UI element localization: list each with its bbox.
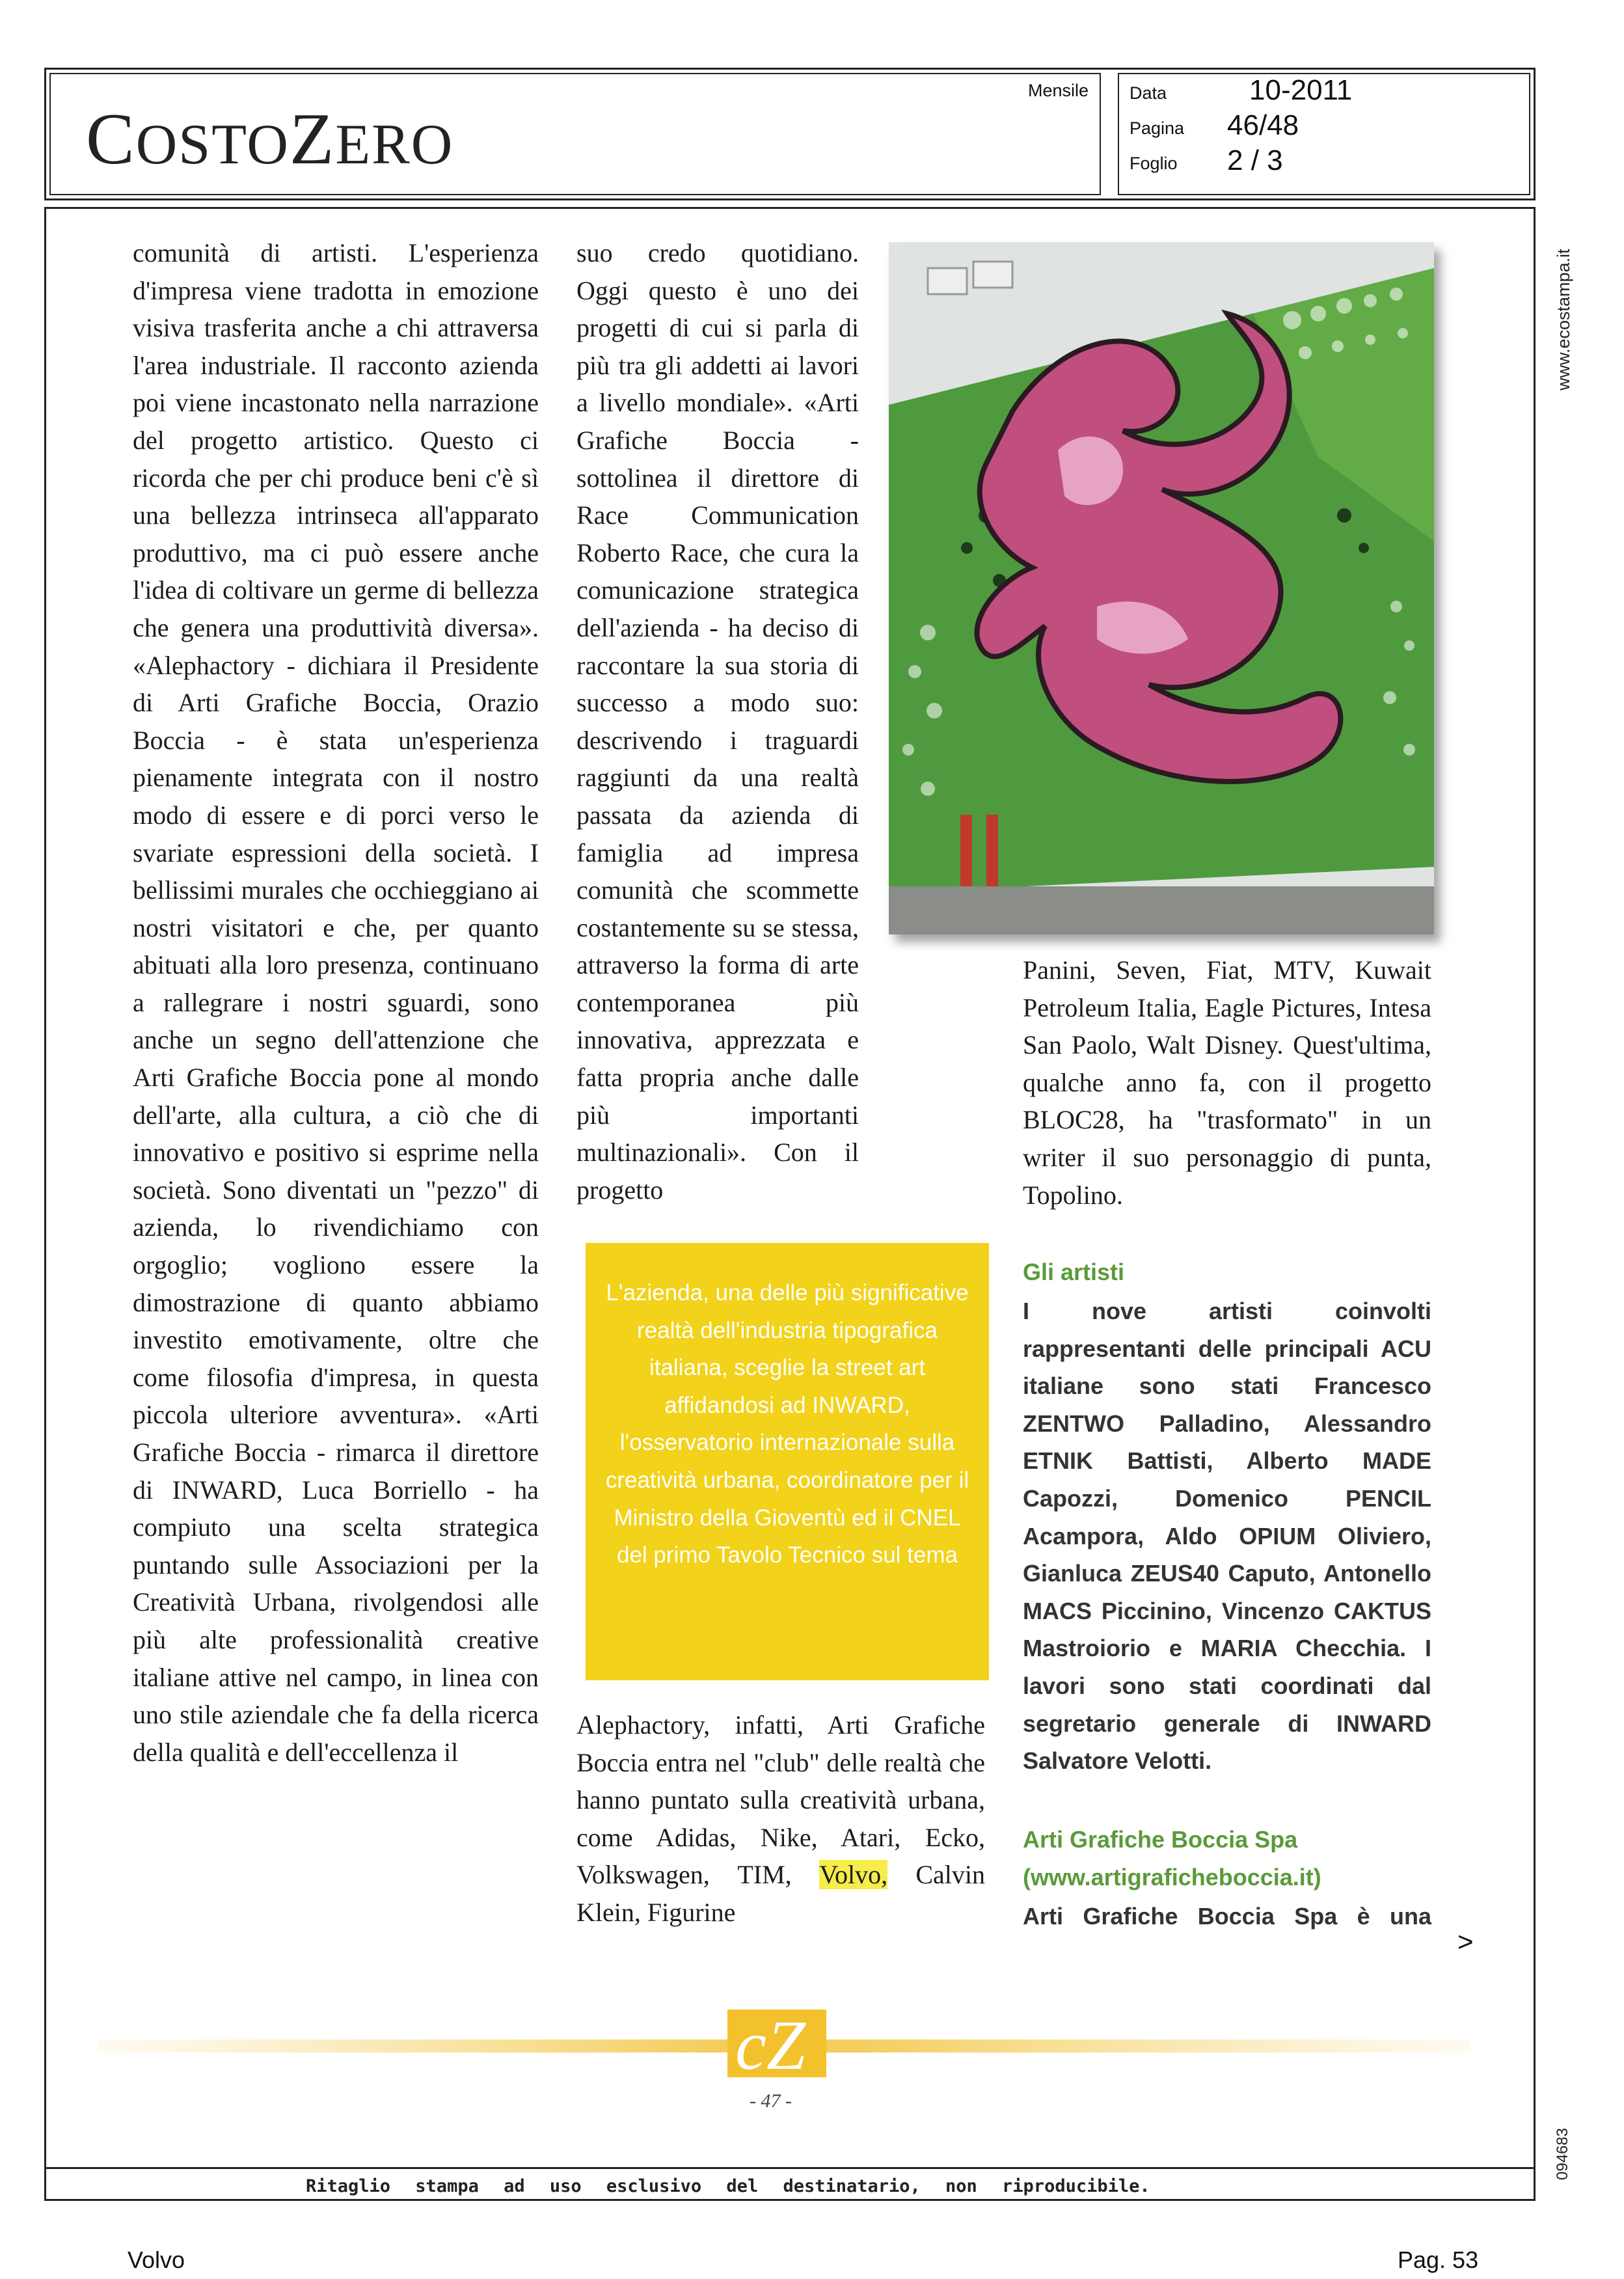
frequency-label: Mensile xyxy=(1028,81,1089,100)
pull-quote xyxy=(586,1243,989,1680)
disclaimer-text: Ritaglio stampa ad uso esclusivo del destinatario, non riproducibile. xyxy=(306,2176,1150,2196)
page-tag: Pag. 53 xyxy=(1398,2246,1479,2273)
foglio-value: 2 / 3 xyxy=(1227,144,1283,176)
hydrant-pipe-left xyxy=(960,815,972,886)
footer-monogram: cZ xyxy=(727,2010,826,2077)
column-1-text: comunità di artisti. L'esperienza d'impresa viene tradotta in emozione visiva trasferita anche a chi attraversa l'area industriale. Il racconto azienda poi viene incastonato nella narrazione del progetto artistico. Questo ci ricorda che per chi produce beni c'è sì una bellezza intrinseca all'apparato produttivo, ma ci può essere anche l'idea di coltivare un germe di bellezza che genera una produttività diversa». «Alephactory - dichiara il Presidente di Arti Grafiche Boccia, Orazio Boccia - è stata un'esperienza pienamente integrata con il nostro modo di essere e di porci verso le svariate espressioni della società. I bellissimi murales che occhieggiano ai nostri visitatori e che, per quanto abituati alla loro presenza, continuano a rallegrare i nostri sguardi, sono anche un segno dell'attenzione che Arti Grafiche Boccia pone al mondo dell'arte, alla cultura, a ciò che di innovativo e positivo si esprime nella società. Sono diventati un "pezzo" di azienda, lo rivendichiamo con orgoglio; vogliono essere la dimostrazione di quanto abbiamo investito emotivamente, oltre che come filosofia d'impresa, in questa piccola ulteriore avventura». «Arti Grafiche Boccia - rimarca il direttore di INWARD, Luca Borriello - ha compiuto una scelta strategica puntando sulle Associazioni per la Creatività Urbana, rivolgendosi alle più alte professionalità creative italiane attive nel campo, in linea con uno stile aziendale che fa della ricerca della qualità e dell'eccellenza il xyxy=(133,238,539,1767)
publication-logo: COSTOZERO xyxy=(86,99,454,180)
column-2-bottom-text: Alephactory, infatti, Arti Grafiche Boccia entra nel "club" delle realtà che hanno puntato sulla creatività urbana, come Adidas, Nike, Atari, Ecko, Volkswagen, TIM, Volvo, Calvin Klein, Figurine xyxy=(576,1710,985,1927)
artists-heading: Gli artisti xyxy=(1023,1259,1125,1285)
company-text: Arti Grafiche Boccia Spa è una xyxy=(1023,1903,1431,1930)
side-code: 094683 xyxy=(1554,2127,1571,2180)
company-heading: Arti Grafiche Boccia Spa xyxy=(1023,1826,1298,1853)
data-label: Data xyxy=(1130,83,1167,103)
article-column-1 xyxy=(133,234,539,1771)
pagina-label: Pagina xyxy=(1130,118,1185,138)
side-url: www.ecostampa.it xyxy=(1554,249,1573,390)
mural-illustration xyxy=(889,242,1434,935)
page-number: - 47 - xyxy=(750,2090,792,2112)
article-column-2-bottom xyxy=(576,1706,985,1931)
floodlight-right xyxy=(973,262,1012,288)
continue-mark: > xyxy=(1457,1926,1474,1957)
highlighted-brand: Volvo, xyxy=(819,1860,888,1890)
column-3-text: Panini, Seven, Fiat, MTV, Kuwait Petroleum Italia, Eagle Pictures, Intesa San Paolo, Walt Disney. Quest'ultima, qualche anno fa, con il progetto BLOC28, ha "trasformato" in un writer il suo personaggio di punta, Topolino. xyxy=(1023,955,1431,1210)
mural-photo xyxy=(889,242,1434,935)
article-column-3 xyxy=(1023,951,1431,1214)
foglio-label: Foglio xyxy=(1130,154,1178,173)
artists-text: I nove artisti coinvolti rappresentanti delle principali ACU italiane sono stati Francesco ZENTWO Palladino, Alessandro ETNIK Battisti, Alberto MADE Capozzi, Domenico PENCIL Acampora, Aldo OPIUM Oliviero, Gianluca ZEUS40 Caputo, Antonello MACS Piccinino, Vincenzo CAKTUS Mastroiorio e MARIA Checchia. I lavori sono stati coordinati dal segretario generale di INWARD Salvatore Velotti. xyxy=(1023,1298,1431,1775)
hydrant-pipe-right xyxy=(986,815,998,886)
brand-tag: Volvo xyxy=(128,2246,185,2273)
article-column-2-top xyxy=(576,234,859,1208)
data-value: 10-2011 xyxy=(1249,74,1353,106)
pull-quote-text: L'azienda, una delle più significative realtà dell'industria tipografica italiana, sceglie la street art affidandosi ad INWARD, l'osservatorio internazionale sulla creatività urbana, coordinatore per il Ministro della Gioventù ed il CNEL del primo Tavolo Tecnico sul tema xyxy=(605,1280,969,1568)
pagina-value: 46/48 xyxy=(1227,109,1299,141)
company-url: (www.artigraficheboccia.it) xyxy=(1023,1864,1321,1890)
column-2-top-text: suo credo quotidiano. Oggi questo è uno dei progetti di cui si parla di più tra gli addetti ai lavori a livello mondiale». «Arti Grafiche Boccia - sottolinea il direttore di Race Communication Roberto Race, che cura la comunicazione strategica dell'azienda - ha deciso di raccontare la sua storia di successo a modo suo: descrivendo i traguardi raggiunti da una realtà passata da azienda di famiglia ad impresa comunità che scommette costantemente su se stessa, attraverso la forma di arte contemporanea più innovativa, apprezzata e fatta propria anche dalle più importanti multinazionali». Con il progetto xyxy=(576,238,859,1205)
floodlight-left xyxy=(928,268,967,294)
ground xyxy=(889,886,1434,935)
